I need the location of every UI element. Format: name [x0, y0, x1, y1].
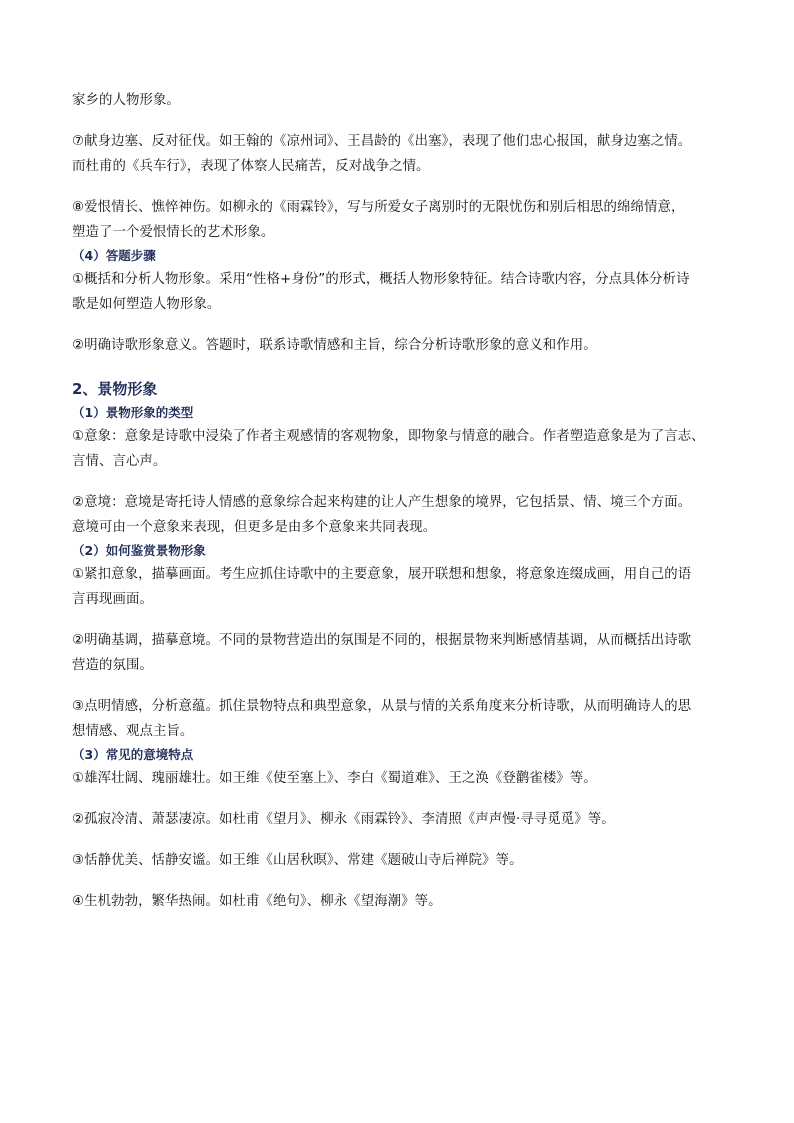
section-heading-scenery: 2、景物形象	[72, 380, 158, 398]
paragraph-imagery	[72, 424, 732, 474]
paragraph-line: 塑造了一个爱恨情长的艺术形象。	[72, 225, 275, 240]
paragraph-method-1	[72, 562, 732, 612]
paragraph-line: ①概括和分析人物形象。采用“性格+身份”的形式，概括人物形象特征。结合诗歌内容，分点具体分析诗	[72, 272, 690, 287]
subheading-types: （1）景物形象的类型	[72, 405, 194, 420]
paragraph-line: ①紧扣意象，描摹画面。考生应抓住诗歌中的主要意象，展开联想和想象，将意象连缀成画，用自己的语	[72, 567, 692, 582]
paragraph-method-2	[72, 628, 732, 678]
paragraph-feature-4: ④生机勃勃，繁华热闹。如杜甫《绝句》、柳永《望海潮》等。	[72, 894, 442, 909]
paragraph-line: 言情、言心声。	[72, 454, 167, 469]
subheading-appreciation: （2）如何鉴赏景物形象	[72, 543, 206, 558]
paragraph-line: 歌是如何塑造人物形象。	[72, 297, 221, 312]
paragraph-frontier	[72, 129, 732, 179]
paragraph-line: ⑦献身边塞、反对征伐。如王翰的《凉州词》、王昌龄的《出塞》，表现了他们忠心报国，献身边塞之情。	[72, 134, 692, 149]
paragraph-line: 而杜甫的《兵车行》，表现了体察人民痛苦，反对战争之情。	[72, 159, 430, 174]
paragraph-line: 想情感、观点主旨。	[72, 724, 194, 739]
paragraph-method-3	[72, 694, 732, 744]
subheading-answer-steps: （4）答题步骤	[72, 248, 156, 263]
paragraph-step-2: ②明确诗歌形象意义。答题时，联系诗歌情感和主旨，综合分析诗歌形象的意义和作用。	[72, 338, 597, 353]
document-page	[72, 88, 732, 914]
paragraph-feature-1: ①雄浑壮阔、瑰丽雄壮。如王维《使至塞上》、李白《蜀道难》、王之涣《登鹳雀楼》等。	[72, 771, 597, 786]
paragraph-line: ⑧爱恨情长、憔悴神伤。如柳永的《雨霖铃》，写与所爱女子离别时的无限忧伤和别后相思的绵绵情意，	[72, 200, 685, 215]
paragraph-line: ②明确基调，描摹意境。不同的景物营造出的氛围是不同的，根据景物来判断感情基调，从而概括出诗歌	[72, 633, 692, 648]
paragraph-intro: 家乡的人物形象。	[72, 93, 180, 108]
paragraph-line: 意境可由一个意象来表现，但更多是由多个意象来共同表现。	[72, 520, 437, 535]
paragraph-artistic-conception	[72, 490, 732, 540]
paragraph-feature-2: ②孤寂冷清、萧瑟凄凉。如杜甫《望月》、柳永《雨霖铃》、李清照《声声慢·寻寻觅觅》等。	[72, 812, 615, 827]
paragraph-line: 营造的氛围。	[72, 658, 153, 673]
paragraph-love	[72, 195, 732, 245]
paragraph-line: ③点明情感，分析意蕴。抓住景物特点和典型意象，从景与情的关系角度来分析诗歌，从而明确诗人的思	[72, 699, 692, 714]
paragraph-line: 言再现画面。	[72, 592, 153, 607]
paragraph-line: ①意象：意象是诗歌中浸染了作者主观感情的客观物象，即物象与情意的融合。作者塑造意象是为了言志、	[72, 429, 705, 444]
paragraph-step-1	[72, 267, 732, 317]
subheading-common-features: （3）常见的意境特点	[72, 747, 194, 762]
paragraph-feature-3: ③恬静优美、恬静安谧。如王维《山居秋暝》、常建《题破山寺后禅院》等。	[72, 853, 523, 868]
paragraph-line: ②意境：意境是寄托诗人情感的意象综合起来构建的让人产生想象的境界，它包括景、情、境三个方面。	[72, 495, 692, 510]
